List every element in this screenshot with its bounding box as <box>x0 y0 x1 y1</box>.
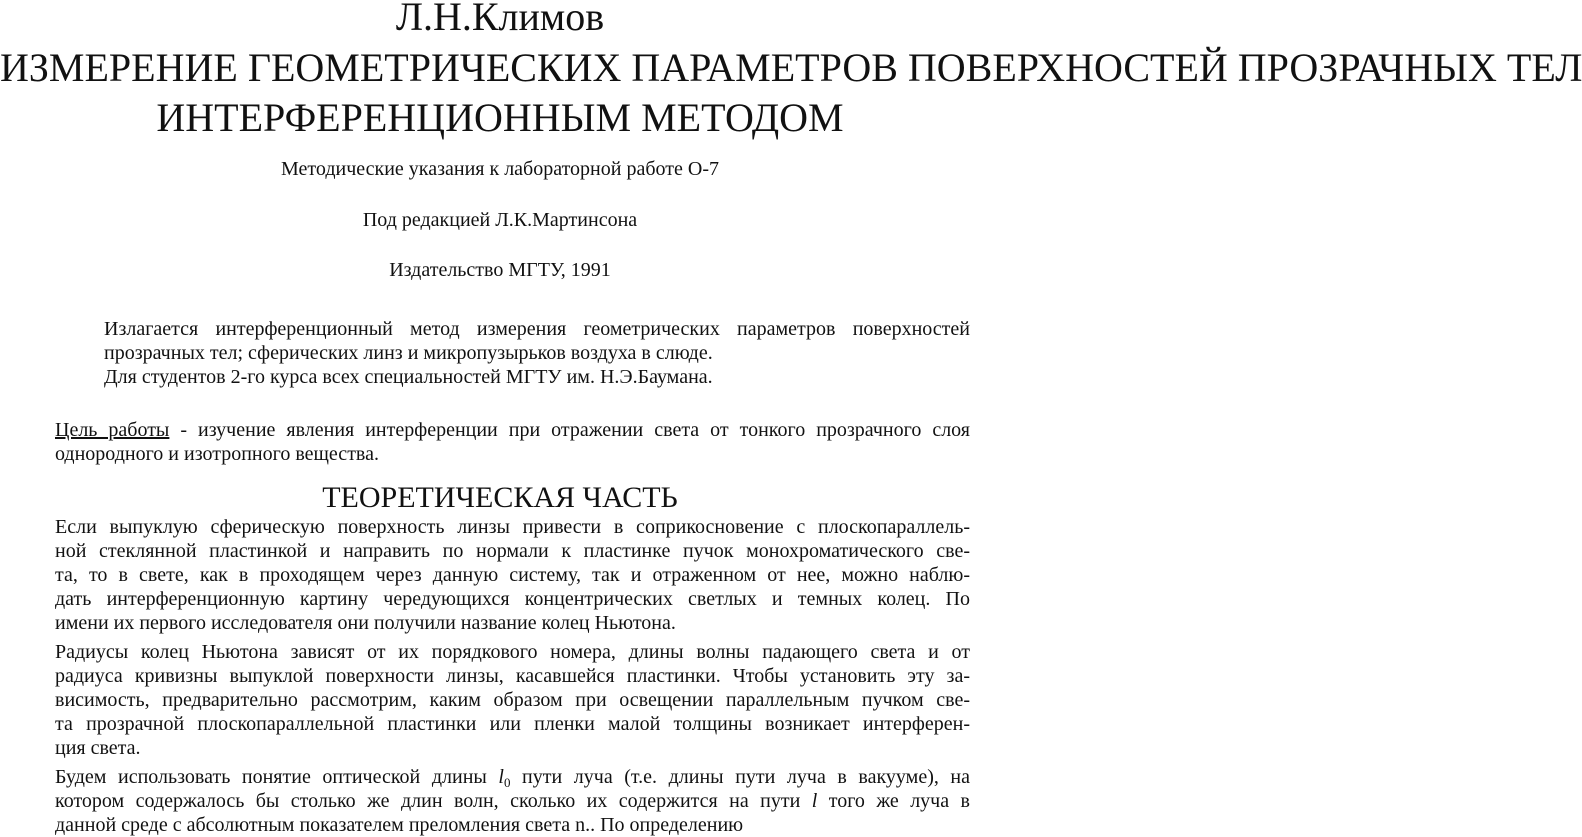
paragraph-ring-radii <box>55 640 970 760</box>
abstract <box>104 317 970 389</box>
paragraph-line: Радиусы колец Ньютона зависят от их порядкового номера, длины волны падающего света и от <box>55 641 970 663</box>
paragraph-newton-rings-intro <box>55 515 970 635</box>
paragraph-line: дать интерференционную картину чередующихся концентрических светлых и темных колец. По <box>55 588 970 610</box>
text-segment: того же луча в <box>817 790 970 812</box>
paragraph-line: радиуса кривизны выпуклой поверхности линзы, касавшейся пластинки. Чтобы установить эту за- <box>55 665 970 687</box>
paragraph-line: висимость, предварительно рассмотрим, каким образом при освещении параллельным пучком све- <box>55 689 970 711</box>
document-subtitle: Методические указания к лабораторной работе О-7 <box>281 158 719 180</box>
editor-credit: Под редакцией Л.К.Мартинсона <box>362 209 638 231</box>
text-segment: пути луча (т.е. длины пути луча в вакууме), на <box>510 766 971 788</box>
paragraph-line: Если выпуклую сферическую поверхность линзы привести в соприкосновение с плоскопараллель- <box>55 516 970 538</box>
subscript-zero: 0 <box>503 775 511 790</box>
paragraph-line: та прозрачной плоскопараллельной пластинки или пленки малой толщины возникает интерферен- <box>55 713 970 735</box>
paragraph-optical-path <box>55 765 970 837</box>
goal-line: однородного и изотропного вещества. <box>55 443 379 465</box>
paragraph-line <box>55 789 970 813</box>
variable-l: l <box>811 790 818 812</box>
paragraph-line: ция света. <box>55 737 141 759</box>
paragraph-line: ной стеклянной пластинкой и направить по нормали к пластинке пучок монохроматического све- <box>55 540 970 562</box>
goal-statement <box>55 418 970 466</box>
author-name: Л.Н.Климов <box>395 0 605 39</box>
abstract-line: прозрачных тел; сферических линз и микропузырьков воздуха в слюде. <box>104 342 713 364</box>
goal-text: - изучение явления интерференции при отражении света от тонкого прозрачного слоя <box>169 419 970 441</box>
text-segment: Будем использовать понятие оптической длины <box>55 766 499 788</box>
goal-line <box>55 418 970 442</box>
document-title-line1: ИЗМЕРЕНИЕ ГЕОМЕТРИЧЕСКИХ ПАРАМЕТРОВ ПОВЕРХНОСТЕЙ ПРОЗРАЧНЫХ ТЕЛ <box>0 45 1582 90</box>
abstract-line: Для студентов 2-го курса всех специальностей МГТУ им. Н.Э.Баумана. <box>104 366 713 388</box>
paragraph-line: имени их первого исследователя они получили название колец Ньютона. <box>55 612 676 634</box>
variable-l: l <box>498 766 504 788</box>
publisher-line: Издательство МГТУ, 1991 <box>389 259 611 281</box>
paragraph-line: та, то в свете, как в проходящем через данную систему, так и отраженном от нее, можно наблю- <box>55 564 970 586</box>
text-segment: котором содержалось бы столько же длин волн, сколько их содержится на пути <box>55 790 812 812</box>
section-heading: ТЕОРЕТИЧЕСКАЯ ЧАСТЬ <box>322 481 678 514</box>
abstract-line: Излагается интерференционный метод измерения геометрических параметров поверхностей <box>104 318 970 340</box>
goal-label: Цель работы <box>55 419 170 441</box>
paragraph-line: данной среде с абсолютным показателем преломления света n.. По определению <box>55 814 744 836</box>
paragraph-line <box>55 765 970 789</box>
document-title-line2: ИНТЕРФЕРЕНЦИОННЫМ МЕТОДОМ <box>156 95 844 140</box>
